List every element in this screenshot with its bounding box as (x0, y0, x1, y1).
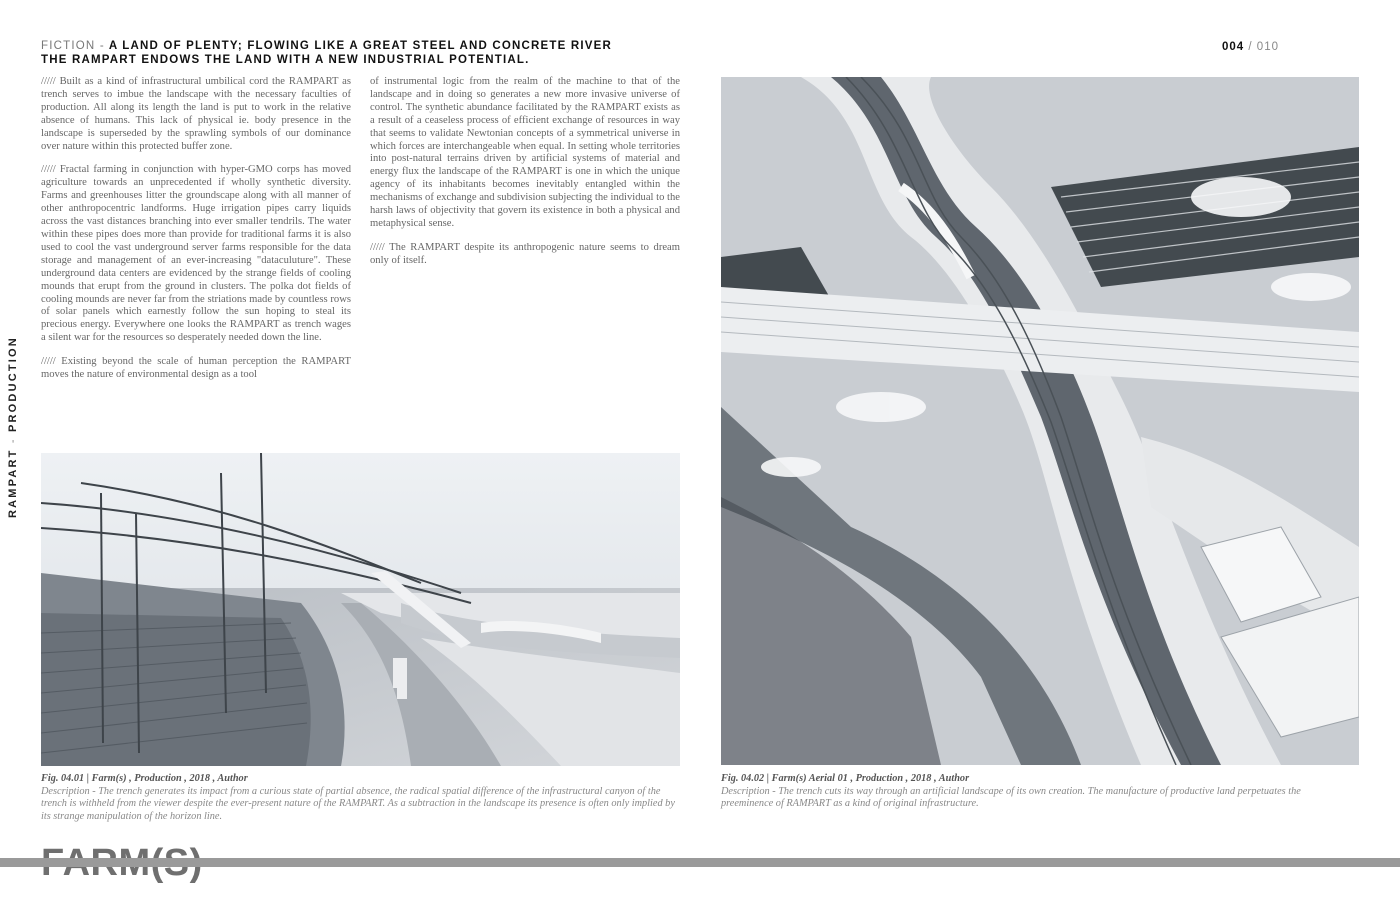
figure-title-2: Fig. 04.02 | Farm(s) Aerial 01 , Production , 2018 , Author (721, 773, 970, 784)
page-number (1222, 41, 1279, 53)
sidebar-section: PRODUCTION (7, 336, 19, 432)
header-label: FICTION (41, 40, 96, 52)
body-paragraph: ///// Fractal farming in conjunction with hyper-GMO corps has moved agriculture towards an unprecedented if wholly synthetic diversity. Farms and greenhouses litter the groundscape along with all manner of other anthropocentric landforms. Huge irrigation pipes carry liquids across the vast distances branching into ever smaller tendrils. The water within these pipes does more than provide for traditional farms it is also used to cool the vast underground server farms responsible for the data storage and management of an ever-increasing "dataculuture". These underground data centers are evidenced by the strange fields of cooling mounds that erupt from the ground in clusters. The polka dot fields of cooling mounds are never far from the striations made by countless rows of solar panels which earnestly follow the sun hoping to steal its precious energy. Everywhere one looks the RAMPART as trench wages a silent war for the resources so desperately needed down the line. (41, 164, 351, 344)
figure-description-2: Description - The trench cuts its way through an artificial landscape of its own creation. The manufacture of productive land perpetuates the preeminence of RAMPART as a kind of original infrastructure. (721, 785, 1301, 809)
page-header (41, 39, 681, 67)
page-current: 004 (1222, 41, 1245, 53)
header-title-line1: A LAND OF PLENTY; FLOWING LIKE A GREAT STEEL AND CONCRETE RIVER (108, 40, 613, 52)
figure-farms-aerial-image (721, 77, 1359, 765)
page-total: 010 (1256, 41, 1279, 53)
figure-description-1: Description - The trench generates its impact from a curious state of partial absence, the radical spatial difference of the infrastructural canyon of the trench is withheld from the viewer despite the ever-present nature of the RAMPART. As a subtraction in the landscape its presence is often only implied by its strange manipulation of the horizon line. (41, 785, 675, 822)
sidebar-dash: - (7, 437, 19, 444)
header-dash: - (99, 40, 105, 52)
text-column-right (370, 76, 680, 279)
figure-caption-2 (721, 773, 1341, 811)
text-column-left (41, 76, 351, 393)
body-paragraph: ///// Existing beyond the scale of human perception the RAMPART moves the nature of environmental design as a tool (41, 356, 351, 381)
sidebar-project: RAMPART (7, 448, 19, 518)
figure-farms-production-image (41, 453, 680, 766)
figure-title-1: Fig. 04.01 | Farm(s) , Production , 2018 , Author (41, 773, 248, 784)
body-paragraph: ///// The RAMPART despite its anthropogenic nature seems to dream only of itself. (370, 241, 680, 266)
body-paragraph: of instrumental logic from the realm of the machine to that of the landscape and in doing so generates a new more invasive universe of control. The synthetic abundance facilitated by the RAMPART exists as a result of a ceaseless process of efficient exchange of resources in way that seems to validate Newtonian concepts of a symmetrical universe in which forces are interchangeable when equal. In setting whole territories into post-natural terrains driven by artificial systems of material and energy flux the landscape of the RAMPART is one in which the unique agency of its inhabitants becomes inevitably entangled within the mechanisms of exchange and subdivision subjecting the individual to the harsh laws of objectivity that govern its existence in both a physical and metaphysical sense. (370, 76, 680, 229)
footer-divider (0, 858, 1400, 867)
body-paragraph: ///// Built as a kind of infrastructural umbilical cord the RAMPART as trench serves to imbue the landscape with the necessary faculties of production. All along its length the land is put to work in the relative absence of humans. This lack of physical ie. body presence in the landscape is superseded by the sprawling symbols of our dominance over nature within this protected buffer zone. (41, 76, 351, 152)
header-line-1 (41, 39, 681, 53)
header-title-line2: THE RAMPART ENDOWS THE LAND WITH A NEW INDUSTRIAL POTENTIAL. (41, 54, 530, 66)
page-separator: / (1248, 41, 1253, 53)
figure-caption-1 (41, 773, 681, 823)
sidebar-label (7, 338, 23, 518)
